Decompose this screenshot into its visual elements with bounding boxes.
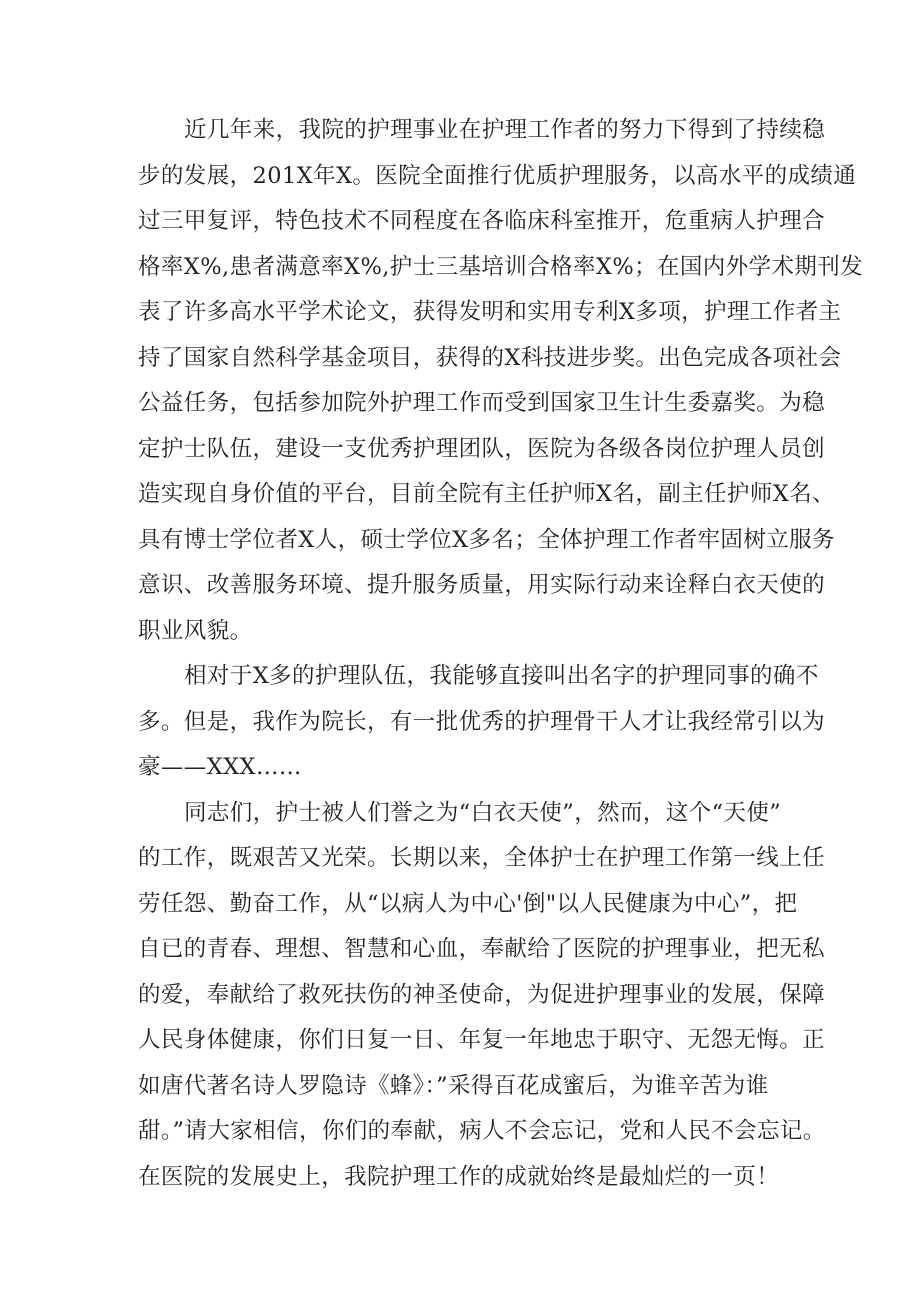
text-line: 豪——XXX……: [138, 754, 302, 780]
text-line: 同志们，护士被人们誉之为“白衣天使”，然而，这个“天使”: [184, 799, 782, 826]
text-line: 定护士队伍，建设一支优秀护理团队，医院为各级各岗位护理人员创: [138, 435, 826, 462]
text-line: 甜。”请大家相信，你们的奉献，病人不会忘记，党和人民不会忘记。: [138, 1118, 826, 1144]
text-line: 自已的青春、理想、智慧和心血，奉献给了医院的护理事业，把无私: [138, 936, 826, 962]
text-line: 劳任怨、勤奋工作，从“以病人为中心'倒"以人民健康为中心”，把: [138, 890, 798, 917]
text-line: 意识、改善服务环境、提升服务质量，用实际行动来诠释白衣天使的: [138, 572, 826, 598]
text-line: 步的发展，201X年X。医院全面推行优质护理服务，以高水平的成绩通: [138, 162, 857, 189]
text-line: 多。但是，我作为院长，有一批优秀的护理骨干人才让我经常引以为: [138, 708, 826, 735]
paragraph-nursing-staff: [138, 654, 826, 791]
text-line: 表了许多高水平学术论文，获得发明和实用专利X多项，护理工作者主: [138, 299, 842, 325]
text-line: 的工作，既艰苦又光荣。长期以来，全体护士在护理工作第一线上任: [138, 845, 826, 871]
text-line: 具有博士学位者X人，硕士学位X多名；全体护理工作者牢固树立服务: [138, 526, 835, 553]
paragraph-tribute: [138, 791, 826, 1201]
text-line: 格率X%,患者满意率X%,护士三基培训合格率X%；在国内外学术期刊发: [138, 253, 864, 280]
text-line: 人民身体健康，你们日复一日、年复一年地忠于职守、无怨无悔。正: [138, 1027, 826, 1053]
document-body: [138, 108, 864, 1200]
text-line: 在医院的发展史上，我院护理工作的成就始终是最灿烂的一页！: [138, 1163, 780, 1190]
text-line: 的爱，奉献给了救死扶伤的神圣使命，为促进护理事业的发展，保障: [138, 981, 826, 1008]
text-line: 近几年来，我院的护理事业在护理工作者的努力下得到了持续稳: [184, 117, 826, 143]
text-line: 如唐代著名诗人罗隐诗《蜂》：”采得百花成蜜后，为谁辛苦为谁: [138, 1072, 769, 1099]
text-line: 持了国家自然科学基金项目，获得的X科技进步奖。出色完成各项社会: [138, 344, 842, 371]
paragraph-achievements: [138, 108, 864, 654]
text-line: 过三甲复评，特色技术不同程度在各临床科室推开，危重病人护理合: [138, 208, 826, 234]
text-line: 公益任务，包括参加院外护理工作而受到国家卫生计生委嘉奖。为稳: [138, 390, 826, 416]
text-line: 相对于X多的护理队伍，我能够直接叫出名字的护理同事的确不: [184, 663, 819, 689]
text-line: 造实现自身价值的平台，目前全院有主任护师X名，副主任护师X名、: [138, 481, 835, 507]
text-line: 职业风貌。: [138, 617, 253, 644]
